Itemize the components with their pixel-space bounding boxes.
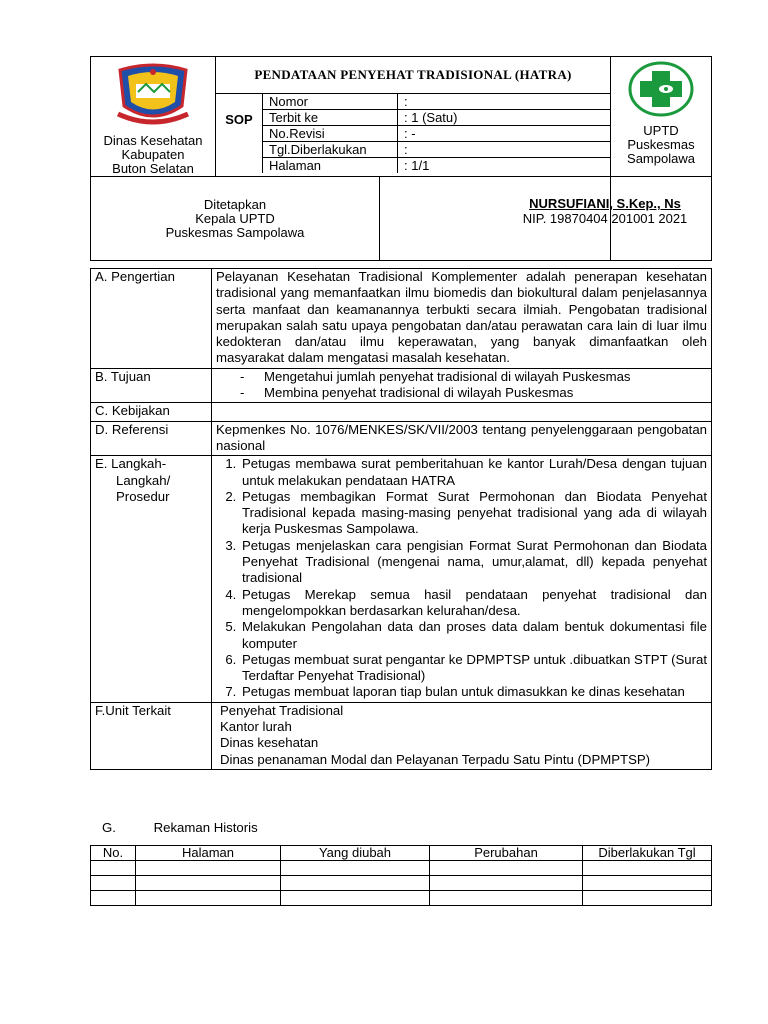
table-cell (583, 876, 712, 891)
org-line-1: Dinas Kesehatan (103, 133, 203, 148)
doc-title: PENDATAAN PENYEHAT TRADISIONAL (HATRA) (216, 57, 610, 94)
meta-value: : (404, 93, 408, 109)
ditetapkan-cell (91, 177, 380, 261)
list-item: - Mengetahui jumlah penyehat tradisional di wilayah Puskesmas (216, 369, 707, 385)
table-cell (281, 876, 430, 891)
row-pengertian (91, 269, 712, 369)
list-item: 2. Petugas membagikan Format Surat Permohonan dan Biodata Penyehat Tradisional kepada masing-masing penyehat tradisional yang ada di wilayah kerja Puskesmas Sampolawa. (240, 489, 707, 538)
list-item: 3. Petugas menjelaskan cara pengisian Format Surat Permohonan dan Biodata Penyehat Tradisional (mengenai nama, umur,alamat, dll) kepada penyehat tradisional (240, 538, 707, 587)
label-referensi: D. Referensi (91, 421, 212, 456)
puskesmas-logo-icon (628, 61, 694, 117)
meta-key: Halaman (263, 158, 398, 174)
kabupaten-logo-icon (112, 62, 194, 128)
unit-cell (611, 57, 712, 177)
history-header-row (91, 846, 712, 861)
table-row (91, 861, 712, 876)
table-cell (136, 876, 281, 891)
table-cell (281, 861, 430, 876)
list-item: 7. Petugas membuat laporan tiap bulan untuk dimasukkan ke dinas kesehatan (240, 684, 707, 700)
label-langkah-line: Prosedur (116, 488, 170, 504)
list-item: 5. Melakukan Pengolahan data dan proses data dalam bentuk dokumentasi file komputer (240, 619, 707, 652)
meta-key: No.Revisi (263, 126, 398, 142)
table-cell (91, 861, 136, 876)
history-letter: G. (102, 820, 116, 835)
label-unit-terkait: F.Unit Terkait (91, 702, 212, 769)
unit-line-3: Sampolawa (627, 151, 695, 166)
org-line-2: Kabupaten (121, 147, 185, 162)
row-referensi (91, 421, 712, 456)
ditetapkan-line-3: Puskesmas Sampolawa (165, 224, 305, 240)
table-row (91, 876, 712, 891)
row-langkah (91, 456, 712, 702)
table-cell (583, 891, 712, 906)
table-cell (281, 891, 430, 906)
table-cell (430, 861, 583, 876)
history-table (90, 845, 712, 906)
meta-value: : 1 (Satu) (398, 110, 611, 126)
list-item: Dinas kesehatan (220, 735, 319, 751)
list-item: Dinas penanaman Modal dan Pelayanan Terpadu Satu Pintu (DPMPTSP) (220, 751, 651, 767)
label-langkah-line: E. Langkah- (95, 456, 167, 472)
col-header: Perubahan (430, 846, 583, 861)
text-kebijakan (212, 403, 712, 421)
label-langkah (91, 456, 212, 702)
steps-list (216, 456, 707, 700)
sop-content-table (90, 268, 712, 770)
table-cell (136, 891, 281, 906)
signer-nip: NIP. 19870404 201001 2021 (522, 211, 688, 226)
row-unit-terkait (91, 702, 712, 769)
meta-key: Terbit ke (263, 110, 398, 126)
text-referensi: Kepmenkes No. 1076/MENKES/SK/VII/2003 tentang penyelenggaraan pengobatan nasional (212, 421, 712, 456)
col-header: No. (91, 846, 136, 861)
sop-header-table (90, 56, 712, 261)
signer-block (498, 196, 712, 226)
label-kebijakan: C. Kebijakan (91, 403, 212, 421)
list-item: - Membina penyehat tradisional di wilayah Puskesmas (216, 385, 707, 401)
col-header: Halaman (136, 846, 281, 861)
list-item: 1. Petugas membawa surat pemberitahuan ke kantor Lurah/Desa dengan tujuan untuk melakukan pendataan HATRA (240, 456, 707, 489)
col-header: Diberlakukan Tgl (583, 846, 712, 861)
signer-name: NURSUFIANI, S.Kep., Ns (529, 196, 681, 211)
unit-line-1: UPTD (643, 123, 679, 138)
tujuan-list (216, 369, 707, 402)
meta-value: : - (398, 126, 611, 142)
list-item: Kantor lurah (220, 719, 292, 735)
row-kebijakan (91, 403, 712, 421)
row-tujuan (91, 368, 712, 403)
ditetapkan-line-1: Ditetapkan (203, 196, 267, 212)
unit-line-2: Puskesmas (627, 137, 695, 152)
ditetapkan-line-2: Kepala UPTD (195, 210, 275, 226)
org-cell (91, 57, 216, 177)
list-item: Penyehat Tradisional (220, 702, 344, 718)
list-item: 4. Petugas Merekap semua hasil pendataan penyehat tradisional dan mengelompokkan berdasarkan kelurahan/desa. (240, 587, 707, 620)
label-langkah-line: Langkah/ (116, 472, 171, 488)
table-cell (430, 876, 583, 891)
title-cell (216, 57, 611, 177)
table-row (91, 891, 712, 906)
table-cell (136, 861, 281, 876)
table-cell (91, 876, 136, 891)
org-line-3: Buton Selatan (112, 161, 194, 176)
label-pengertian: A. Pengertian (91, 269, 212, 369)
meta-key: Nomor (263, 94, 398, 110)
col-header: Yang diubah (281, 846, 430, 861)
meta-table (263, 94, 610, 173)
history-heading (102, 820, 258, 835)
table-cell (430, 891, 583, 906)
list-item: 6. Petugas membuat surat pengantar ke DPMPTSP untuk .dibuatkan STPT (Surat Terdaftar Penyehat Tradisional) (240, 652, 707, 685)
label-tujuan: B. Tujuan (91, 368, 212, 403)
text-pengertian: Pelayanan Kesehatan Tradisional Komplementer adalah penerapan kesehatan tradisional yang memanfaatkan ilmu biomedis dan biokultural dalam penjelasannya serta manfaat dan keamanannya terbukti secara ilmiah. Pengobatan tradisional merupakan salah satu upaya pengobatan dan/atau perawatan cara lain di luar ilmu kedokteran dan/atau ilmu keperawatan, yang banyak dimanfaatkan oleh masyarakat dalam mengatasi masalah kesehatan. (212, 269, 712, 369)
meta-value: : (398, 142, 611, 158)
table-cell (583, 861, 712, 876)
meta-key: Tgl.Diberlakukan (263, 142, 398, 158)
table-cell (91, 891, 136, 906)
sop-label: SOP (216, 94, 263, 173)
meta-value: : 1/1 (398, 158, 611, 174)
history-title: Rekaman Historis (153, 820, 258, 835)
